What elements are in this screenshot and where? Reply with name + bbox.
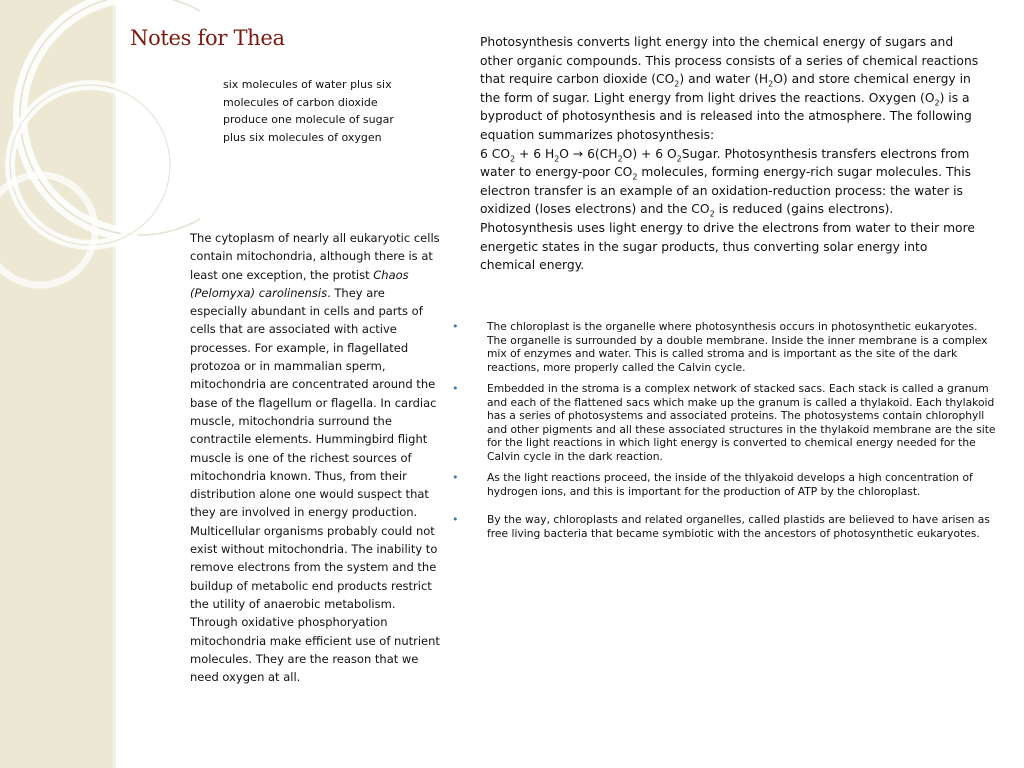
photo-text-part-3: O) and store chemical energy in the form of sugar. Light energy from light drives the reactions. Oxygen (O [480,72,971,105]
mitochondria-paragraph [190,229,440,686]
bullet-icon: • [452,382,459,395]
photosynthesis-paragraph [480,33,980,275]
decorative-rings [0,0,200,768]
photo-text-part-2: ) and water (H [679,72,769,87]
photo-text-part-6: molecules, forming energy-rich sugar molecules. This electron transfer is an example of an oxidation-reduction process: the water is oxidized (loses electrons) and the CO [480,165,972,217]
subscript-2: 2 [674,79,680,89]
equation-part-1: 6 CO [480,146,510,161]
chloroplast-bullet-list [452,320,996,540]
bullet-icon: • [452,471,459,484]
bullet-icon: • [452,320,459,333]
photo-text-part-1: Photosynthesis converts light energy into the chemical energy of sugars and other organic compounds. This process consists of a series of chemical reactions that require carbon dioxide (CO [480,35,979,87]
mitochondria-text-end: . They are especially abundant in cells and parts of cells that are associated with active processes. For example, in flagellated protozoa or in mammalian sperm, mitochondria are concentrated around the base of the flagellum or flagella. In cardiac muscle, mitochondria surround the contractile elements. Hummingbird flight muscle is one of the richest sources of mitochondria known. Thus, from their distribution alone one would suspect that they are involved in energy production. Multicellular organisms probably could not exist without mitochondria. The inability to remove electrons from the system and the buildup of metabolic end products restrict the utility of anaerobic metabolism. Through oxidative phosphoryation mitochondria make efficient use of nutrient molecules. They are the reason that we need oxygen at all. [190,285,440,685]
subscript-2: 2 [709,209,715,219]
list-item [452,320,996,374]
subscript-2: 2 [632,172,638,182]
subscript-2: 2 [676,154,682,164]
mitochondria-text-start: The cytoplasm of nearly all eukaryotic cells contain mitochondria, although there is at least one exception, the protist [190,231,440,282]
bullet-text: As the light reactions proceed, the inside of the thlyakoid develops a high concentration of hydrogen ions, and this is important for the production of ATP by the chloroplast. [487,471,973,498]
photo-text-part-5: Sugar. Photosynthesis transfers electrons from water to energy-poor CO [480,146,970,180]
subscript-2: 2 [554,154,560,164]
page-title: Notes for Thea [130,26,285,50]
list-item [452,382,996,463]
bullet-text: The chloroplast is the organelle where photosynthesis occurs in photosynthetic eukaryotes. The organelle is surrounded by a double membrane. Inside the inner membrane is a complex mix of enzymes and water. This is called stroma and is important as the site of the dark reactions, more properly called the Calvin cycle. [487,320,988,374]
photo-text-part-4: ) is a byproduct of photosynthesis and is released into the atmosphere. The following equation summarizes photosynthesis: [480,90,972,142]
mitochondria-species-name: Chaos (Pelomyxa) carolinensis [190,267,409,300]
list-item [452,471,996,498]
equation-note: six molecules of water plus six molecules of carbon dioxide produce one molecule of sugar plus six molecules of oxygen [223,78,394,144]
list-item [452,513,996,540]
subscript-2: 2 [934,98,940,108]
bullet-icon: • [452,513,459,526]
photo-text-part-7: is reduced (gains electrons). Photosynthesis uses light energy to drive the electrons from water to their more energetic states in the sugar products, thus converting solar energy into chemical energy. [480,202,975,273]
bullet-text: By the way, chloroplasts and related organelles, called plastids are believed to have arisen as free living bacteria that became symbiotic with the ancestors of photosynthetic eukaryotes. [487,513,990,540]
bullet-text: Embedded in the stroma is a complex network of stacked sacs. Each stack is called a granum and each of the flattened sacs which make up the granum is called a thylakoid. Each thylakoid has a series of photosystems and associated proteins. The photosystems contain chlorophyll and other pigments and all these associated structures in the thylakoid membrane are the site for the light reactions in which light energy is converted to chemical energy needed for the Calvin cycle in the dark reaction. [487,382,996,463]
subscript-2: 2 [768,79,774,89]
equation-part-3: O → 6(CH [559,146,618,161]
equation-part-4: O) + 6 O [622,146,677,161]
subscript-2: 2 [510,154,516,164]
subscript-2: 2 [617,154,623,164]
equation-part-2: + 6 H [515,146,555,161]
